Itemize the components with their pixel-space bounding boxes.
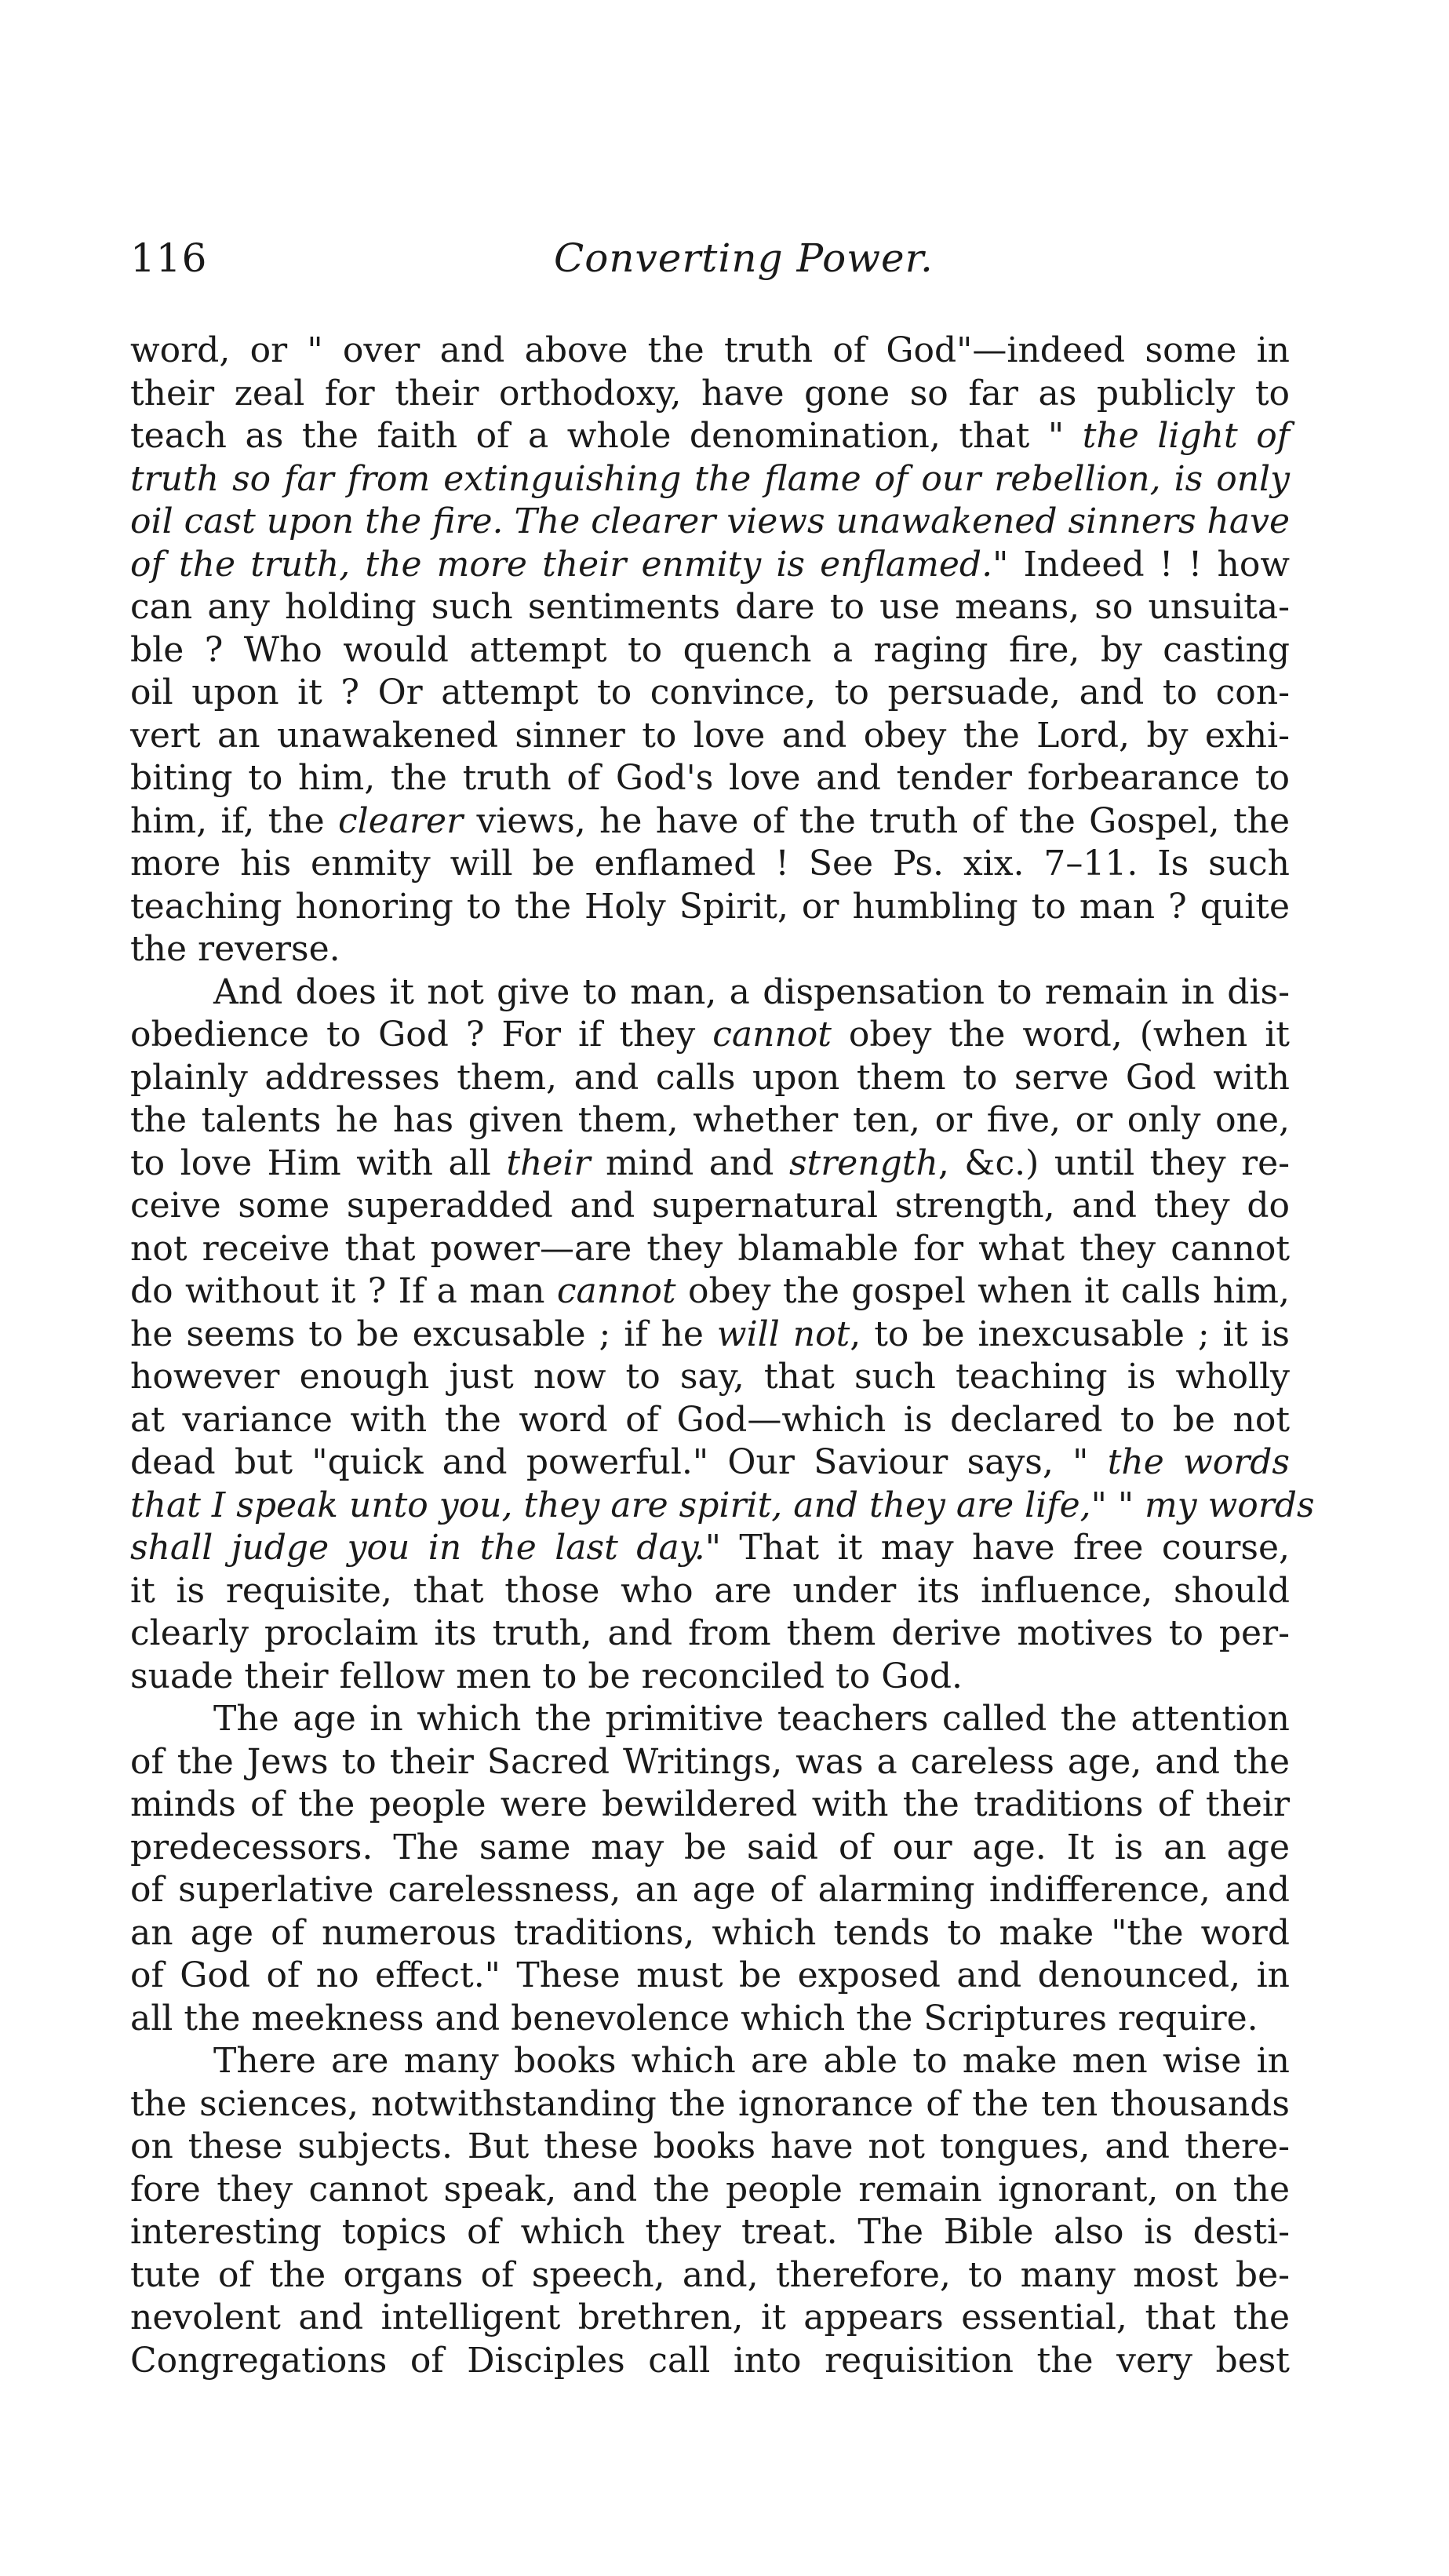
italic-segment: truth so far from extinguishing the flame of our rebellion, is only (130, 458, 1290, 499)
text-line (130, 1998, 1290, 2041)
text-segment: , to be inexcusable ; it is (850, 1314, 1290, 1354)
italic-segment: shall judge you in the last day. (130, 1528, 705, 1568)
text-segment: views, he have of the truth of the Gospel, the (463, 800, 1291, 841)
text-line (130, 1356, 1290, 1399)
text-segment: nevolent and intelligent brethren, it appears essential, that the (130, 2297, 1290, 2337)
text-line (130, 2083, 1290, 2126)
running-title: Converting Power. (554, 235, 934, 281)
text-segment: And does it not give to man, a dispensation to remain in dis- (213, 971, 1290, 1012)
page-number: 116 (130, 235, 208, 281)
text-segment: tute of the organs of speech, and, therefore, to many most be- (130, 2254, 1290, 2295)
text-segment: predecessors. The same may be said of our age. It is an age (130, 1827, 1290, 1867)
text-line (130, 2297, 1290, 2340)
text-line (130, 757, 1290, 800)
text-line (130, 800, 1290, 843)
text-line (130, 501, 1290, 544)
text-line (130, 1485, 1315, 1528)
text-line (130, 1869, 1290, 1912)
text-segment: word, or " over and above the truth of God"—indeed some in (130, 330, 1290, 370)
text-line (130, 843, 1290, 886)
text-segment: to love Him with all (130, 1142, 507, 1183)
italic-segment: my words (1145, 1485, 1315, 1525)
text-line (130, 1912, 1290, 1955)
text-segment: fore they cannot speak, and the people remain ignorant, on the (130, 2169, 1290, 2210)
text-line (130, 1441, 1290, 1485)
text-line (130, 330, 1290, 373)
text-segment: more his enmity will be enflamed ! See Ps. xix. 7–11. Is such (130, 843, 1290, 884)
text-segment: ceive some superadded and supernatural strength, and they do (130, 1186, 1290, 1226)
text-segment: him, if, the (130, 800, 339, 841)
italic-segment: the words (1107, 1442, 1290, 1482)
italic-segment: clearer (338, 800, 464, 841)
text-line (130, 928, 1290, 971)
italic-segment: their (506, 1142, 591, 1183)
page-header (130, 235, 1291, 290)
text-line (130, 1741, 1290, 1784)
text-segment: of God of no effect." These must be exposed and denounced, in (130, 1955, 1290, 1995)
text-line (130, 2040, 1290, 2083)
text-line (130, 1228, 1290, 1271)
text-segment: interesting topics of which they treat. The Bible also is desti- (130, 2212, 1290, 2252)
text-segment: of the Jews to their Sacred Writings, was a careless age, and the (130, 1741, 1290, 1782)
text-line (130, 2126, 1290, 2169)
text-segment: teach as the faith of a whole denomination, that " (130, 416, 1083, 456)
text-line (130, 1612, 1290, 1656)
text-line (130, 629, 1290, 672)
text-line (130, 2211, 1290, 2254)
text-segment: the talents he has given them, whether ten, or five, or only one, (130, 1100, 1290, 1140)
italic-segment: will not (716, 1314, 850, 1354)
text-segment: all the meekness and benevolence which the Scriptures require. (130, 1998, 1258, 2039)
text-line (130, 1099, 1290, 1142)
text-line (130, 2254, 1290, 2297)
text-segment: oil upon it ? Or attempt to convince, to persuade, and to con- (130, 672, 1290, 712)
text-segment: minds of the people were bewildered with the traditions of their (130, 1784, 1290, 1824)
text-line (130, 1827, 1290, 1870)
text-line (130, 1142, 1290, 1186)
italic-segment: oil cast upon the fire. The clearer views unawakened sinners have (130, 501, 1290, 541)
text-line (130, 1270, 1290, 1314)
text-segment: of superlative carelessness, an age of alarming indifference, and (130, 1870, 1290, 1910)
text-segment: clearly proclaim its truth, and from them derive motives to per- (130, 1613, 1290, 1653)
text-segment: obey the word, (when it (831, 1015, 1290, 1055)
text-segment: suade their fellow men to be reconciled to God. (130, 1656, 963, 1696)
text-segment: There are many books which are able to make men wise in (213, 2041, 1290, 2081)
text-segment: mind and (590, 1142, 789, 1183)
italic-segment: cannot (556, 1271, 676, 1311)
text-line (130, 715, 1290, 758)
text-segment: plainly addresses them, and calls upon them to serve God with (130, 1057, 1290, 1098)
text-segment: it is requisite, that those who are under its influence, should (130, 1570, 1290, 1611)
text-line (130, 544, 1290, 587)
text-line (130, 1057, 1290, 1100)
text-line (130, 1656, 1290, 1699)
italic-segment: cannot (712, 1015, 832, 1055)
text-segment: biting to him, the truth of God's love and tender forbearance to (130, 758, 1290, 798)
text-segment: he seems to be excusable ; if he (130, 1314, 717, 1354)
text-line (130, 415, 1290, 458)
italic-segment: the light of (1082, 416, 1290, 456)
text-line (130, 971, 1290, 1015)
text-segment: " Indeed ! ! how (992, 544, 1290, 585)
text-line (130, 2169, 1290, 2212)
text-segment: on these subjects. But these books have not tongues, and there- (130, 2126, 1290, 2166)
text-line (130, 2340, 1290, 2383)
text-segment: ble ? Who would attempt to quench a raging fire, by casting (130, 629, 1290, 670)
text-segment: vert an unawakened sinner to love and obey the Lord, by exhi- (130, 715, 1290, 756)
text-segment: the sciences, notwithstanding the ignorance of the ten thousands (130, 2083, 1290, 2124)
text-segment: obey the gospel when it calls him, (675, 1271, 1290, 1311)
text-segment: however enough just now to say, that such teaching is wholly (130, 1357, 1290, 1397)
text-segment: not receive that power—are they blamable for what they cannot (130, 1228, 1290, 1269)
body-text (130, 330, 1315, 2382)
text-segment: , &c.) until they re- (937, 1142, 1291, 1183)
text-segment: dead but "quick and powerful." Our Saviour says, " (130, 1442, 1108, 1482)
text-segment: " " (1090, 1485, 1145, 1525)
text-segment: " That it may have free course, (704, 1528, 1291, 1568)
text-line (130, 1314, 1290, 1357)
text-segment: obedience to God ? For if they (130, 1015, 713, 1055)
text-line (130, 1955, 1290, 1998)
text-line (130, 672, 1290, 715)
text-line (130, 1698, 1290, 1741)
text-segment: their zeal for their orthodoxy, have gone so far as publicly to (130, 373, 1290, 414)
italic-segment: that I speak unto you, they are spirit, and they are life, (130, 1485, 1091, 1525)
text-line (130, 1527, 1290, 1570)
text-segment: do without it ? If a man (130, 1271, 557, 1311)
italic-segment: strength (788, 1142, 938, 1183)
text-segment: The age in which the primitive teachers called the attention (213, 1699, 1290, 1739)
text-line (130, 1570, 1290, 1613)
text-line (130, 1185, 1290, 1228)
text-segment: an age of numerous traditions, which tends to make "the word (130, 1912, 1290, 1953)
text-segment: can any holding such sentiments dare to use means, so unsuita- (130, 587, 1290, 627)
text-segment: the reverse. (130, 929, 340, 969)
text-segment: teaching honoring to the Holy Spirit, or humbling to man ? quite (130, 886, 1290, 927)
text-segment: Congregations of Disciples call into requisition the very best (130, 2340, 1290, 2381)
italic-segment: of the truth, the more their enmity is enflamed. (130, 544, 993, 585)
text-segment: at variance with the word of God—which is declared to be not (130, 1399, 1290, 1440)
text-line (130, 458, 1290, 501)
text-line (130, 1784, 1290, 1827)
text-line (130, 373, 1290, 416)
text-line (130, 886, 1290, 929)
text-line (130, 1399, 1290, 1442)
text-line (130, 1014, 1290, 1057)
text-line (130, 586, 1290, 629)
